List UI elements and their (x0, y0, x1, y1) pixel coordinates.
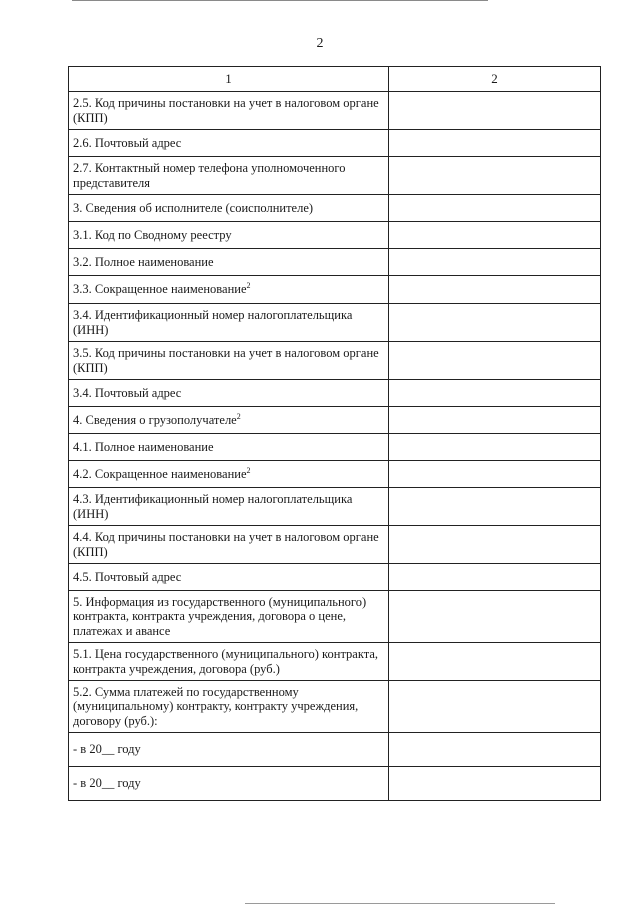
row-label-cell (69, 276, 389, 304)
row-label-cell (69, 733, 389, 767)
row-label: 3.5. Код причины постановки на учет в налоговом органе (КПП) (73, 346, 379, 375)
footnote-marker: 2 (246, 465, 251, 475)
table-row (69, 461, 601, 488)
row-label: 3.4. Идентификационный номер налогоплательщика (ИНН) (73, 308, 353, 337)
bottom-edge-line (245, 903, 555, 904)
row-label-cell (69, 591, 389, 643)
row-value-cell (389, 488, 601, 526)
row-value-cell (389, 195, 601, 222)
row-value-cell (389, 434, 601, 461)
row-label-cell (69, 130, 389, 157)
row-value-cell (389, 92, 601, 130)
row-value-cell (389, 276, 601, 304)
column-header-2: 2 (389, 67, 601, 92)
row-value-cell (389, 681, 601, 733)
row-label-cell (69, 380, 389, 407)
column-header-1: 1 (69, 67, 389, 92)
table-row (69, 276, 601, 304)
row-label-cell (69, 526, 389, 564)
row-value-cell (389, 643, 601, 681)
row-value-cell (389, 222, 601, 249)
row-label: 3.4. Почтовый адрес (73, 385, 182, 400)
table-row (69, 434, 601, 461)
row-label: 3. Сведения об исполнителе (соисполнителе) (73, 200, 314, 215)
row-label: 4.4. Код причины постановки на учет в налоговом органе (КПП) (73, 530, 379, 559)
row-label: - в 20__ году (73, 742, 141, 757)
row-value-cell (389, 304, 601, 342)
row-label: 3.2. Полное наименование (73, 254, 214, 269)
table-row (69, 157, 601, 195)
row-value-cell (389, 767, 601, 801)
table-row (69, 733, 601, 767)
row-label: 4.5. Почтовый адрес (73, 569, 182, 584)
row-label-cell (69, 434, 389, 461)
row-label: 5.1. Цена государственного (муниципального) контракта, контракта учреждения, договора (руб.) (73, 647, 379, 676)
row-value-cell (389, 564, 601, 591)
table-row (69, 130, 601, 157)
row-label: 3.3. Сокращенное наименование (73, 282, 247, 297)
row-value-cell (389, 342, 601, 380)
table-row (69, 195, 601, 222)
row-label: 5.2. Сумма платежей по государственному (муниципальному) контракту, контракту учреждения, договору (руб.): (73, 684, 359, 728)
page-number: 2 (316, 36, 324, 51)
row-value-cell (389, 591, 601, 643)
row-value-cell (389, 733, 601, 767)
row-label-cell (69, 407, 389, 434)
table-row (69, 304, 601, 342)
row-label-cell (69, 488, 389, 526)
header-row (69, 67, 601, 92)
footnote-marker: 2 (236, 411, 241, 421)
row-value-cell (389, 130, 601, 157)
table-row (69, 526, 601, 564)
row-label-cell (69, 92, 389, 130)
row-label-cell (69, 767, 389, 801)
row-label-cell (69, 157, 389, 195)
table-row (69, 564, 601, 591)
row-value-cell (389, 249, 601, 276)
row-label: - в 20__ году (73, 776, 141, 791)
row-label: 2.5. Код причины постановки на учет в налоговом органе (КПП) (73, 96, 379, 125)
row-value-cell (389, 461, 601, 488)
form-table (68, 66, 601, 801)
row-label: 3.1. Код по Сводному реестру (73, 227, 232, 242)
row-value-cell (389, 526, 601, 564)
row-value-cell (389, 407, 601, 434)
table-row (69, 591, 601, 643)
row-label: 5. Информация из государственного (муниципального) контракта, контракта учреждения, договора о цене, платежах и авансе (73, 594, 367, 638)
table-row (69, 92, 601, 130)
footnote-marker: 2 (246, 281, 251, 291)
row-value-cell (389, 157, 601, 195)
table-row (69, 222, 601, 249)
row-label: 4. Сведения о грузополучателе (73, 412, 237, 427)
table-row (69, 407, 601, 434)
row-label: 2.7. Контактный номер телефона уполномоченного представителя (73, 161, 346, 190)
table-row (69, 767, 601, 801)
row-label-cell (69, 304, 389, 342)
table-row (69, 488, 601, 526)
row-label-cell (69, 222, 389, 249)
row-value-cell (389, 380, 601, 407)
row-label-cell (69, 681, 389, 733)
row-label-cell (69, 564, 389, 591)
row-label-cell (69, 643, 389, 681)
row-label: 2.6. Почтовый адрес (73, 135, 182, 150)
row-label-cell (69, 249, 389, 276)
row-label-cell (69, 195, 389, 222)
row-label: 4.3. Идентификационный номер налогоплательщика (ИНН) (73, 492, 353, 521)
table-body (69, 92, 601, 801)
table-row (69, 681, 601, 733)
top-edge-line (72, 0, 488, 1)
row-label-cell (69, 342, 389, 380)
row-label: 4.1. Полное наименование (73, 439, 214, 454)
table-row (69, 643, 601, 681)
row-label-cell (69, 461, 389, 488)
table-row (69, 249, 601, 276)
row-label: 4.2. Сокращенное наименование (73, 466, 247, 481)
table-row (69, 380, 601, 407)
table-row (69, 342, 601, 380)
